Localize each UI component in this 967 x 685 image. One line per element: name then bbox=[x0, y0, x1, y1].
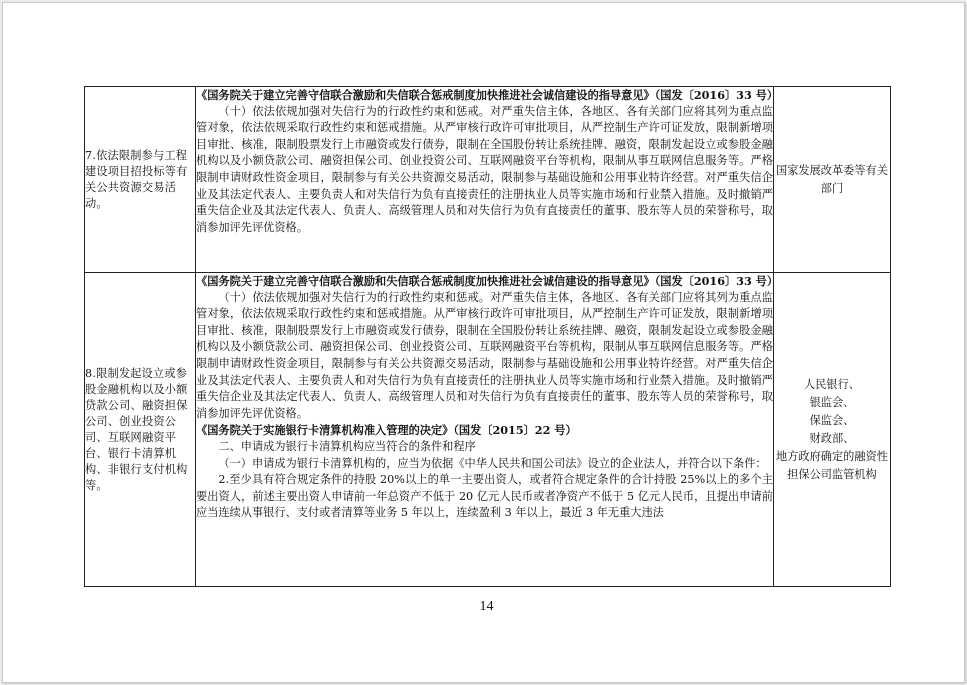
document-title: 《国务院关于实施银行卡清算机构准入管理的决定》（国发〔2015〕22 号） bbox=[196, 423, 577, 438]
department-name: 财政部、 bbox=[809, 431, 855, 445]
measure-item-cell bbox=[85, 87, 196, 273]
document-page bbox=[2, 2, 965, 683]
clause-paragraph: （一）申请成为银行卡清算机构的，应当为依据《中华人民共和国公司法》设立的企业法人，并符合以下条件： bbox=[218, 456, 767, 470]
clause-paragraph: 2.至少具有符合规定条件的持股 20%以上的单一主要出资人，或者符合规定条件的合计持股 25%以上的多个主要出资人，前述主要出资人申请前一年总资产不低于 20 亿元人民币或者净资产不低于 5 亿元人民币，且提出申请前应当连续从事银行、支付或者清算等业务 5 年以上，连续盈利 3 年以上，最近 3 年无重大违法 bbox=[196, 473, 773, 520]
department-cell bbox=[774, 87, 891, 273]
department-name: 人民银行、 bbox=[804, 377, 860, 391]
department-cell bbox=[774, 273, 891, 587]
legal-basis-cell bbox=[196, 87, 779, 273]
legal-basis-cell bbox=[196, 273, 779, 587]
table-row bbox=[85, 87, 891, 273]
clause-paragraph: （十）依法依规加强对失信行为的行政性约束和惩戒。对严重失信主体，各地区、各有关部门应将其列为重点监管对象，依法依规采取行政性约束和惩戒措施。从严审核行政许可审批项目，从严控制生产许可证发放，限制新增项目审批、核准，限制股票发行上市融资或发行债券，限制在全国股份转让系统挂牌、融资，限制发起设立或参股金融机构以及小额贷款公司、融资担保公司、创业投资公司、互联网融资平台等机构，限制从事互联网信息服务等。严格限制申请财政性资金项目，限制参与有关公共资源交易活动，限制参与基础设施和公用事业特许经营。对严重失信企业及其法定代表人、主要负责人和对失信行为负有直接责任的注册执业人员等实施市场和行业禁入措施。及时撤销严重失信企业及其法定代表人、负责人、高级管理人员和对失信行为负有直接责任的董事、股东等人员的荣誉称号，取消参加评先评优资格。 bbox=[196, 104, 773, 234]
clause-paragraph: （十）依法依规加强对失信行为的行政性约束和惩戒。对严重失信主体，各地区、各有关部门应将其列为重点监管对象，依法依规采取行政性约束和惩戒措施。从严审核行政许可审批项目，从严控制生产许可证发放，限制新增项目审批、核准，限制股票发行上市融资或发行债券，限制在全国股份转让系统挂牌、融资，限制发起设立或参股金融机构以及小额贷款公司、融资担保公司、创业投资公司、互联网融资平台等机构，限制从事互联网信息服务等。严格限制申请财政性资金项目，限制参与有关公共资源交易活动，限制参与基础设施和公用事业特许经营。对严重失信企业及其法定代表人、主要负责人和对失信行为负有直接责任的注册执业人员等实施市场和行业禁入措施。及时撤销严重失信企业及其法定代表人、负责人、高级管理人员和对失信行为负有直接责任的董事、股东等人员的荣誉称号，取消参加评先评优资格。 bbox=[196, 290, 773, 420]
measure-item-text: 8.限制发起设立或参股金融机构以及小额贷款公司、融资担保公司、创业投资公司、互联网融资平台、银行卡清算机构、非银行支付机构等。 bbox=[85, 366, 188, 492]
department-name: 国家发展改革委等有关部门 bbox=[776, 163, 888, 195]
measure-item-cell bbox=[85, 273, 196, 587]
clause-paragraph: 二、申请成为银行卡清算机构应当符合的条件和程序 bbox=[218, 439, 476, 453]
document-title: 《国务院关于建立完善守信联合激励和失信联合惩戒制度加快推进社会诚信建设的指导意见》（国发〔2016〕33 号） bbox=[196, 88, 779, 102]
document-title: 《国务院关于建立完善守信联合激励和失信联合惩戒制度加快推进社会诚信建设的指导意见》（国发〔2016〕33 号） bbox=[196, 274, 779, 288]
department-name: 银监会、 bbox=[809, 395, 855, 409]
measures-table bbox=[84, 86, 891, 587]
table-row bbox=[85, 273, 891, 587]
measure-item-text: 7.依法限制参与工程建设项目招投标等有关公共资源交易活动。 bbox=[85, 148, 188, 210]
department-name: 地方政府确定的融资性担保公司监管机构 bbox=[776, 449, 888, 481]
page-number: 14 bbox=[479, 599, 494, 614]
department-name: 保监会、 bbox=[809, 413, 855, 427]
